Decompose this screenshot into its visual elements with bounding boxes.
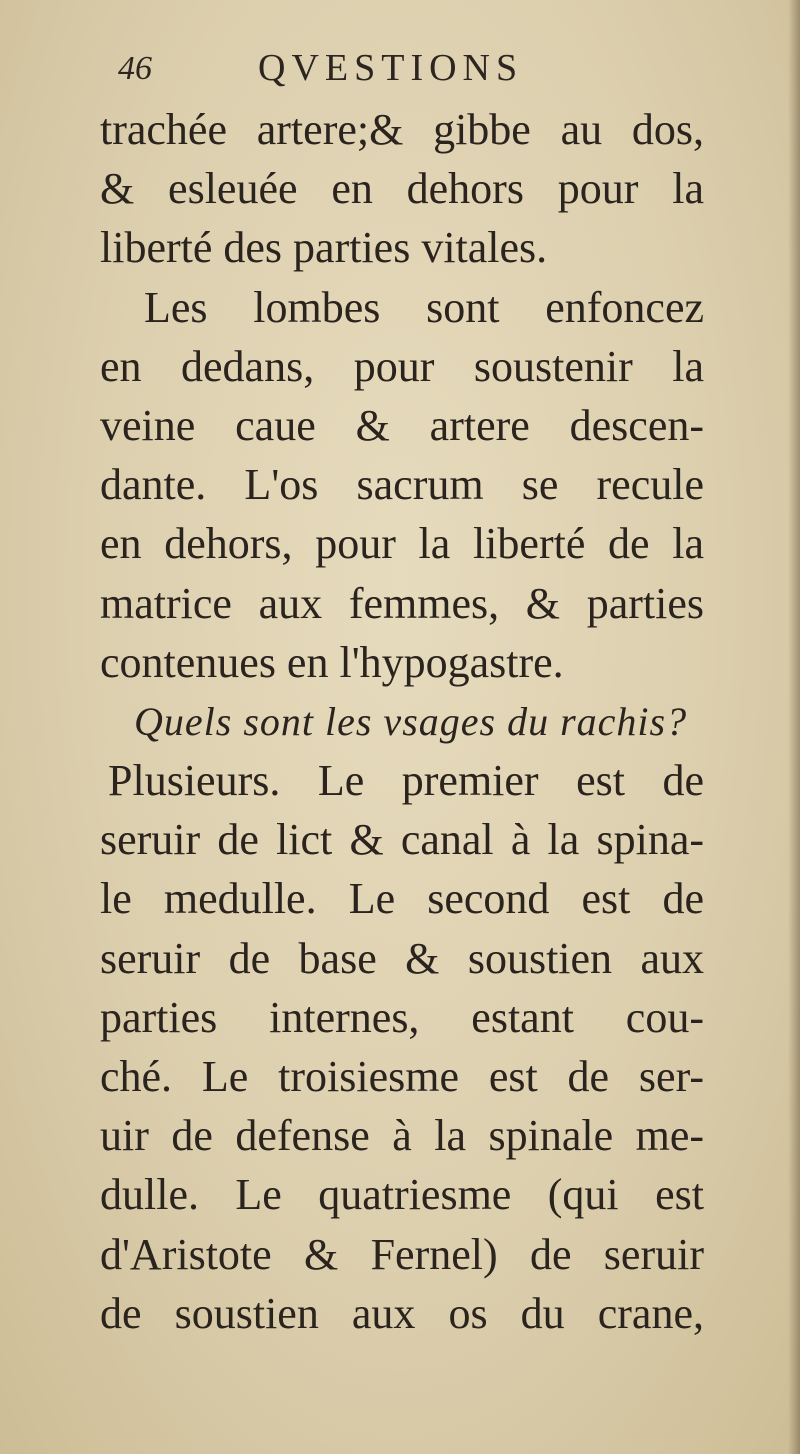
text-line: le medulle. Le second est de [100, 874, 704, 924]
page-header [118, 42, 718, 102]
text-line: de soustien aux os du crane, [100, 1288, 704, 1338]
question-heading: Quels sont les vsages du rachis? [134, 698, 688, 744]
page-number: 46 [118, 50, 152, 87]
text-line: & esleuée en dehors pour la [100, 164, 704, 214]
text-line: seruir de lict & canal à la spina- [100, 815, 704, 865]
text-line: seruir de base & soustien aux [100, 933, 704, 983]
text-line: parties internes, estant cou- [100, 992, 704, 1042]
running-head: QVESTIONS [258, 47, 524, 89]
text-line: en dedans, pour soustenir la [100, 341, 704, 391]
text-line: matrice aux femmes, & parties [100, 578, 704, 628]
paragraph-start-line: Les lombes sont enfoncez [144, 282, 704, 332]
text-line: d'Aristote & Fernel) de seruir [100, 1229, 704, 1279]
body-text [100, 100, 704, 1343]
text-line: dulle. Le quatriesme (qui est [100, 1170, 704, 1220]
paragraph-start-line: Plusieurs. Le premier est de [108, 756, 704, 806]
text-line: contenues en l'hypogastre. [100, 637, 564, 687]
page-edge-shadow [788, 0, 800, 1454]
text-line: veine caue & artere descen- [100, 400, 704, 450]
text-line: ché. Le troisiesme est de ser- [100, 1052, 704, 1101]
text-line: en dehors, pour la liberté de la [100, 519, 704, 569]
text-line: trachée artere;& gibbe au dos, [100, 105, 704, 154]
text-line: liberté des parties vitales. [100, 223, 548, 273]
text-line: dante. L'os sacrum se recule [100, 460, 704, 510]
text-line: uir de defense à la spinale me- [100, 1111, 704, 1161]
